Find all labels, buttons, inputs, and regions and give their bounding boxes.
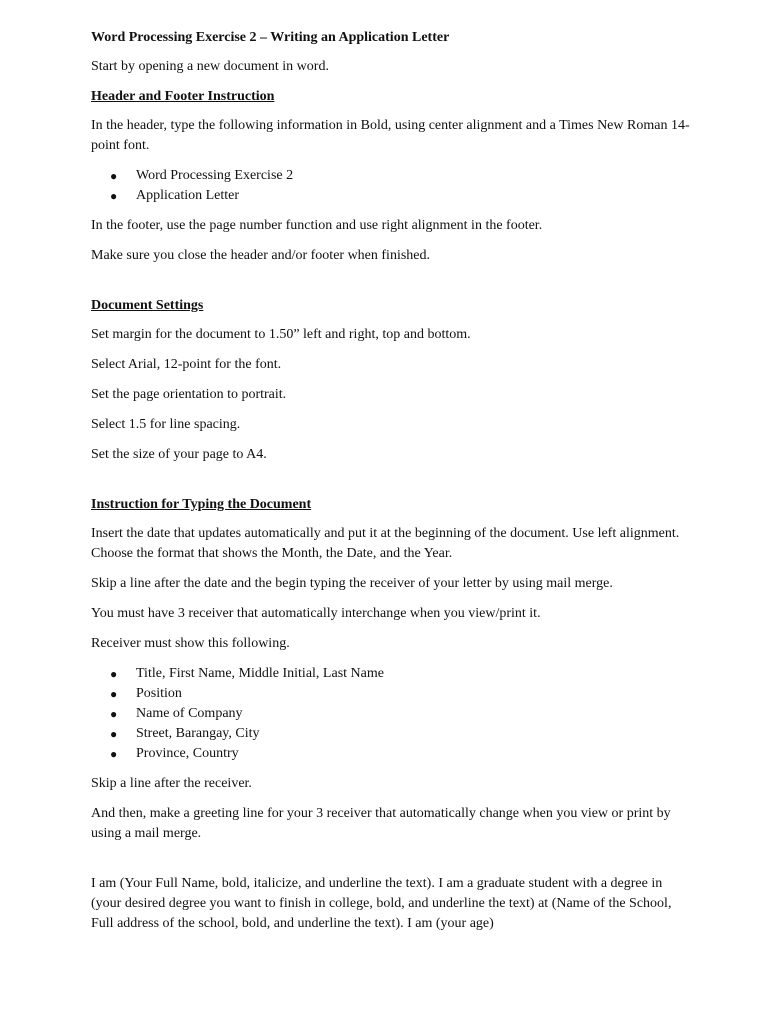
document-settings-heading: Document Settings: [91, 298, 204, 313]
list-item: [91, 186, 691, 206]
header-bullet-list: [91, 166, 691, 206]
list-item-text: Street, Barangay, City: [136, 726, 260, 741]
list-item: [91, 704, 691, 724]
footer-instruction: In the footer, use the page number function and use right alignment in the footer.: [91, 218, 543, 233]
settings-page-size: Set the size of your page to A4.: [91, 447, 267, 462]
list-item-text: Word Processing Exercise 2: [136, 168, 294, 183]
receiver-fields-intro: Receiver must show this following.: [91, 636, 290, 651]
bullet-icon: ●: [110, 747, 118, 761]
list-item-text: Position: [136, 686, 182, 701]
list-item-text: Name of Company: [136, 706, 243, 721]
blank-line: [91, 854, 691, 874]
bullet-icon: ●: [110, 707, 118, 721]
receiver-bullet-list: [91, 664, 691, 764]
header-footer-heading: Header and Footer Instruction: [91, 89, 275, 104]
list-item: [91, 166, 691, 186]
settings-line-spacing: Select 1.5 for line spacing.: [91, 417, 241, 432]
list-item: [91, 744, 691, 764]
bullet-icon: ●: [110, 667, 118, 681]
bullet-icon: ●: [110, 687, 118, 701]
document-page: [91, 28, 691, 944]
list-item-text: Application Letter: [136, 188, 240, 203]
header-instruction: In the header, type the following information in Bold, using center alignment and a Times New Roman 14-point font.: [91, 118, 690, 153]
blank-line: [91, 475, 691, 495]
typing-instruction-heading: Instruction for Typing the Document: [91, 497, 312, 512]
settings-margin: Set margin for the document to 1.50” left and right, top and bottom.: [91, 327, 471, 342]
list-item: [91, 684, 691, 704]
document-title: Word Processing Exercise 2 – Writing an Application Letter: [91, 30, 450, 45]
blank-line: [91, 276, 691, 296]
settings-font: Select Arial, 12-point for the font.: [91, 357, 282, 372]
bullet-icon: ●: [110, 169, 118, 183]
intro-paragraph: Start by opening a new document in word.: [91, 59, 329, 74]
date-instruction: Insert the date that updates automatically and put it at the beginning of the document. Use left alignment. Choose the format that shows the Month, the Date, and the Year.: [91, 526, 680, 561]
skip-line-instruction: Skip a line after the receiver.: [91, 776, 252, 791]
close-header-instruction: Make sure you close the header and/or footer when finished.: [91, 248, 430, 263]
list-item-text: Title, First Name, Middle Initial, Last Name: [136, 666, 384, 681]
bullet-icon: ●: [110, 189, 118, 203]
list-item: [91, 664, 691, 684]
receiver-instruction: Skip a line after the date and the begin typing the receiver of your letter by using mail merge.: [91, 576, 613, 591]
list-item: [91, 724, 691, 744]
greeting-line-instruction: And then, make a greeting line for your 3 receiver that automatically change when you view or print by using a mail merge.: [91, 806, 671, 841]
bullet-icon: ●: [110, 727, 118, 741]
list-item-text: Province, Country: [136, 746, 239, 761]
letter-body-paragraph: I am (Your Full Name, bold, italicize, and underline the text). I am a graduate student with a degree in (your desired degree you want to finish in college, bold, and underline the text) at (Name of the School, Full address of the school, bold, and underline the text). I am (your age): [91, 876, 672, 931]
settings-orientation: Set the page orientation to portrait.: [91, 387, 287, 402]
receiver-count-instruction: You must have 3 receiver that automatically interchange when you view/print it.: [91, 606, 541, 621]
